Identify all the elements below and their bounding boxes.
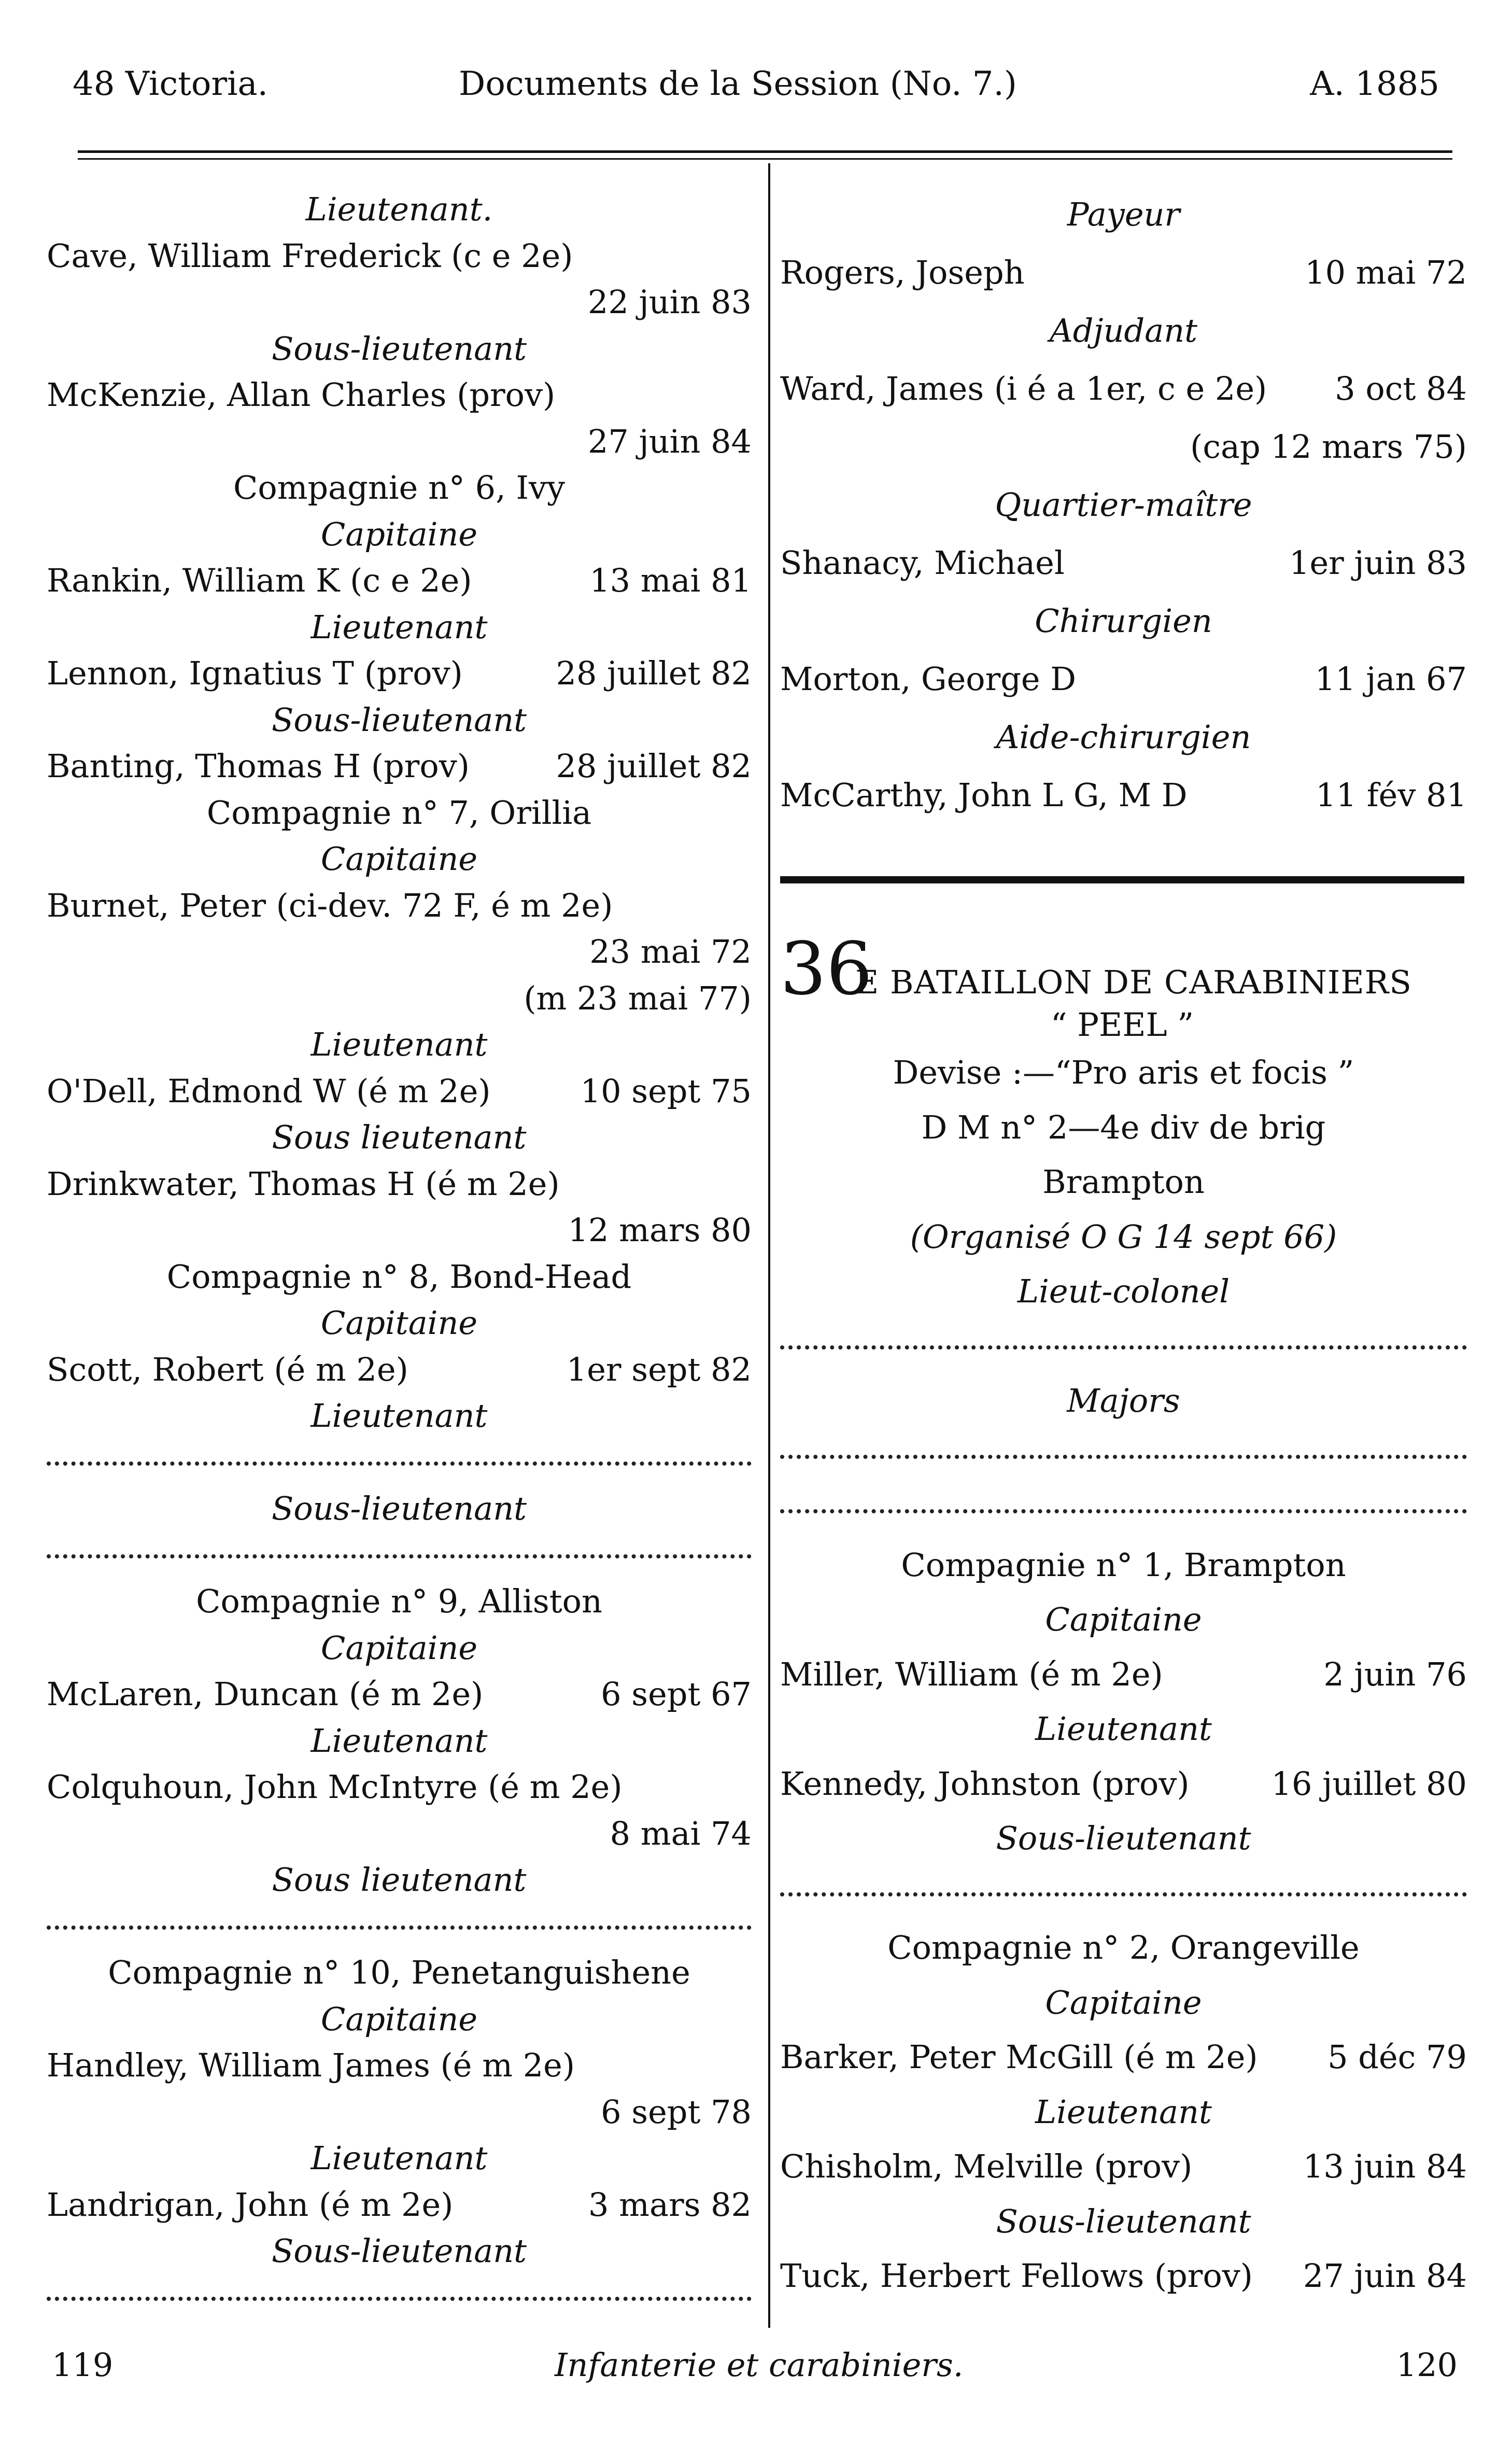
rank-heading: Lieutenant <box>310 1397 488 1435</box>
commission-date: 3 oct 84 <box>1335 370 1467 408</box>
rank-heading: Chirurgien <box>1035 602 1212 640</box>
company-heading: Compagnie n° 8, Bond-Head <box>166 1257 632 1296</box>
rank-heading: (Organisé O G 14 sept 66) <box>910 1217 1337 1256</box>
header-center: Documents de la Session (No. 7.) <box>459 65 1017 103</box>
header-left: 48 Victoria. <box>73 65 268 103</box>
company-heading: Compagnie n° 2, Orangeville <box>887 1929 1360 1966</box>
commission-date: 11 fév 81 <box>1316 776 1467 814</box>
rank-heading: Lieutenant. <box>305 190 493 228</box>
footer-caption: Infanterie et carabiniers. <box>555 2346 964 2384</box>
rank-heading: Lieut-colonel <box>1017 1272 1230 1310</box>
officer-name: Kennedy, Johnston (prov) <box>780 1764 1190 1803</box>
rank-heading: Capitaine <box>320 1628 478 1667</box>
officer-name: O'Dell, Edmond W (é m 2e) <box>47 1072 491 1110</box>
rank-heading: Capitaine <box>320 1304 478 1342</box>
rank-heading: Capitaine <box>1045 1983 1202 2021</box>
rank-heading: Majors <box>1067 1382 1180 1420</box>
battalion-subtitle: “ PEEL ” <box>1050 1006 1194 1044</box>
company-heading: Compagnie n° 6, Ivy <box>233 469 566 507</box>
commission-date: (m 23 mai 77) <box>524 979 752 1017</box>
company-heading: Compagnie n° 1, Brampton <box>901 1545 1346 1584</box>
officer-name: Colquhoun, John McIntyre (é m 2e) <box>47 1768 623 1806</box>
rank-heading: Lieutenant <box>310 608 488 646</box>
officer-name: Drinkwater, Thomas H (é m 2e) <box>47 1164 560 1203</box>
commission-date: 27 juin 84 <box>587 422 752 460</box>
rank-heading: Sous-lieutenant <box>271 329 527 368</box>
dotted-line <box>47 1554 752 1558</box>
rank-heading: Sous-lieutenant <box>996 2202 1251 2240</box>
officer-name: McLaren, Duncan (é m 2e) <box>47 1675 484 1713</box>
company-heading: Compagnie n° 9, Alliston <box>196 1582 602 1620</box>
commission-date: 10 mai 72 <box>1305 254 1467 291</box>
rank-heading: Lieutenant <box>310 1025 488 1063</box>
rank-heading: Sous lieutenant <box>272 1118 527 1156</box>
battalion-number: 36 <box>780 927 873 1011</box>
battalion-info: Brampton <box>1042 1163 1205 1201</box>
officer-name: Cave, William Frederick (c e 2e) <box>47 236 573 275</box>
commission-date: (cap 12 mars 75) <box>1190 428 1467 466</box>
dotted-line <box>47 1462 752 1466</box>
battalion-title: E BATAILLON DE CARABINIERS <box>855 963 1412 1001</box>
column-divider <box>768 163 770 2328</box>
commission-date: 6 sept 67 <box>601 1675 752 1713</box>
commission-date: 16 juillet 80 <box>1271 1764 1467 1803</box>
commission-date: 11 jan 67 <box>1315 660 1467 698</box>
rank-heading: Sous lieutenant <box>272 1861 527 1899</box>
battalion-info: D M n° 2—4e div de brig <box>921 1108 1326 1146</box>
officer-name: Scott, Robert (é m 2e) <box>47 1350 408 1388</box>
company-heading: Compagnie n° 10, Penetanguishene <box>108 1954 690 1991</box>
footer-page-right: 120 <box>1396 2346 1458 2384</box>
rank-heading: Lieutenant <box>310 2139 488 2177</box>
officer-name: Handley, William James (é m 2e) <box>47 2046 575 2084</box>
battalion-info: Devise :—“Pro aris et focis ” <box>893 1053 1354 1091</box>
commission-date: 12 mars 80 <box>568 1211 752 1249</box>
footer-page-left: 119 <box>52 2346 114 2384</box>
header-right: A. 1885 <box>1310 65 1439 103</box>
rank-heading: Capitaine <box>320 515 478 553</box>
rank-heading: Aide-chirurgien <box>996 718 1251 756</box>
commission-date: 6 sept 78 <box>601 2092 752 2131</box>
officer-name: Miller, William (é m 2e) <box>780 1655 1163 1693</box>
commission-date: 13 mai 81 <box>589 561 752 599</box>
dotted-line <box>780 1509 1467 1513</box>
rank-heading: Capitaine <box>320 840 478 878</box>
officer-name: Burnet, Peter (ci-dev. 72 F, é m 2e) <box>47 886 613 924</box>
rank-heading: Sous-lieutenant <box>271 2232 527 2270</box>
officer-name: Tuck, Herbert Fellows (prov) <box>780 2257 1253 2295</box>
rank-heading: Sous-lieutenant <box>271 1490 527 1527</box>
commission-date: 2 juin 76 <box>1323 1655 1467 1693</box>
officer-name: McKenzie, Allan Charles (prov) <box>47 376 556 414</box>
dotted-line <box>780 1345 1467 1350</box>
commission-date: 1er sept 82 <box>566 1350 752 1388</box>
officer-name: Ward, James (i é a 1er, c e 2e) <box>780 370 1267 408</box>
officer-name: Landrigan, John (é m 2e) <box>47 2185 454 2224</box>
rank-heading: Lieutenant <box>1035 1710 1212 1748</box>
officer-name: Barker, Peter McGill (é m 2e) <box>780 2038 1258 2076</box>
officer-name: Rankin, William K (c e 2e) <box>47 561 472 599</box>
officer-name: McCarthy, John L G, M D <box>780 776 1188 814</box>
commission-date: 22 juin 83 <box>587 283 752 321</box>
officer-name: Lennon, Ignatius T (prov) <box>47 654 463 692</box>
dotted-line <box>47 1926 752 1930</box>
commission-date: 27 juin 84 <box>1303 2257 1467 2295</box>
rank-heading: Lieutenant <box>1035 2092 1212 2131</box>
commission-date: 13 juin 84 <box>1303 2147 1467 2185</box>
rank-heading: Capitaine <box>1045 1600 1202 1638</box>
officer-name: Banting, Thomas H (prov) <box>47 747 470 785</box>
rank-heading: Quartier-maître <box>995 486 1252 524</box>
officer-name: Shanacy, Michael <box>780 544 1065 582</box>
commission-date: 3 mars 82 <box>588 2185 752 2224</box>
commission-date: 10 sept 75 <box>580 1072 752 1110</box>
rank-heading: Adjudant <box>1049 312 1198 349</box>
commission-date: 1er juin 83 <box>1289 544 1467 582</box>
officer-name: Morton, George D <box>780 660 1077 698</box>
rank-heading: Sous-lieutenant <box>996 1819 1251 1857</box>
company-heading: Compagnie n° 7, Orillia <box>206 793 592 832</box>
commission-date: 5 déc 79 <box>1327 2038 1467 2076</box>
header-rule-thin <box>78 158 1452 160</box>
officer-name: Chisholm, Melville (prov) <box>780 2147 1193 2185</box>
dotted-line <box>47 2297 752 2301</box>
rank-heading: Capitaine <box>320 2000 478 2038</box>
rank-heading: Lieutenant <box>310 1721 488 1760</box>
section-rule <box>780 876 1464 883</box>
dotted-line <box>780 1892 1467 1896</box>
dotted-line <box>780 1455 1467 1459</box>
rank-heading: Sous-lieutenant <box>271 700 527 739</box>
commission-date: 28 juillet 82 <box>556 747 752 785</box>
commission-date: 8 mai 74 <box>610 1814 752 1852</box>
commission-date: 23 mai 72 <box>589 933 752 971</box>
header-rule <box>78 150 1452 153</box>
commission-date: 28 juillet 82 <box>556 654 752 692</box>
officer-name: Rogers, Joseph <box>780 254 1025 291</box>
rank-heading: Payeur <box>1067 195 1180 233</box>
